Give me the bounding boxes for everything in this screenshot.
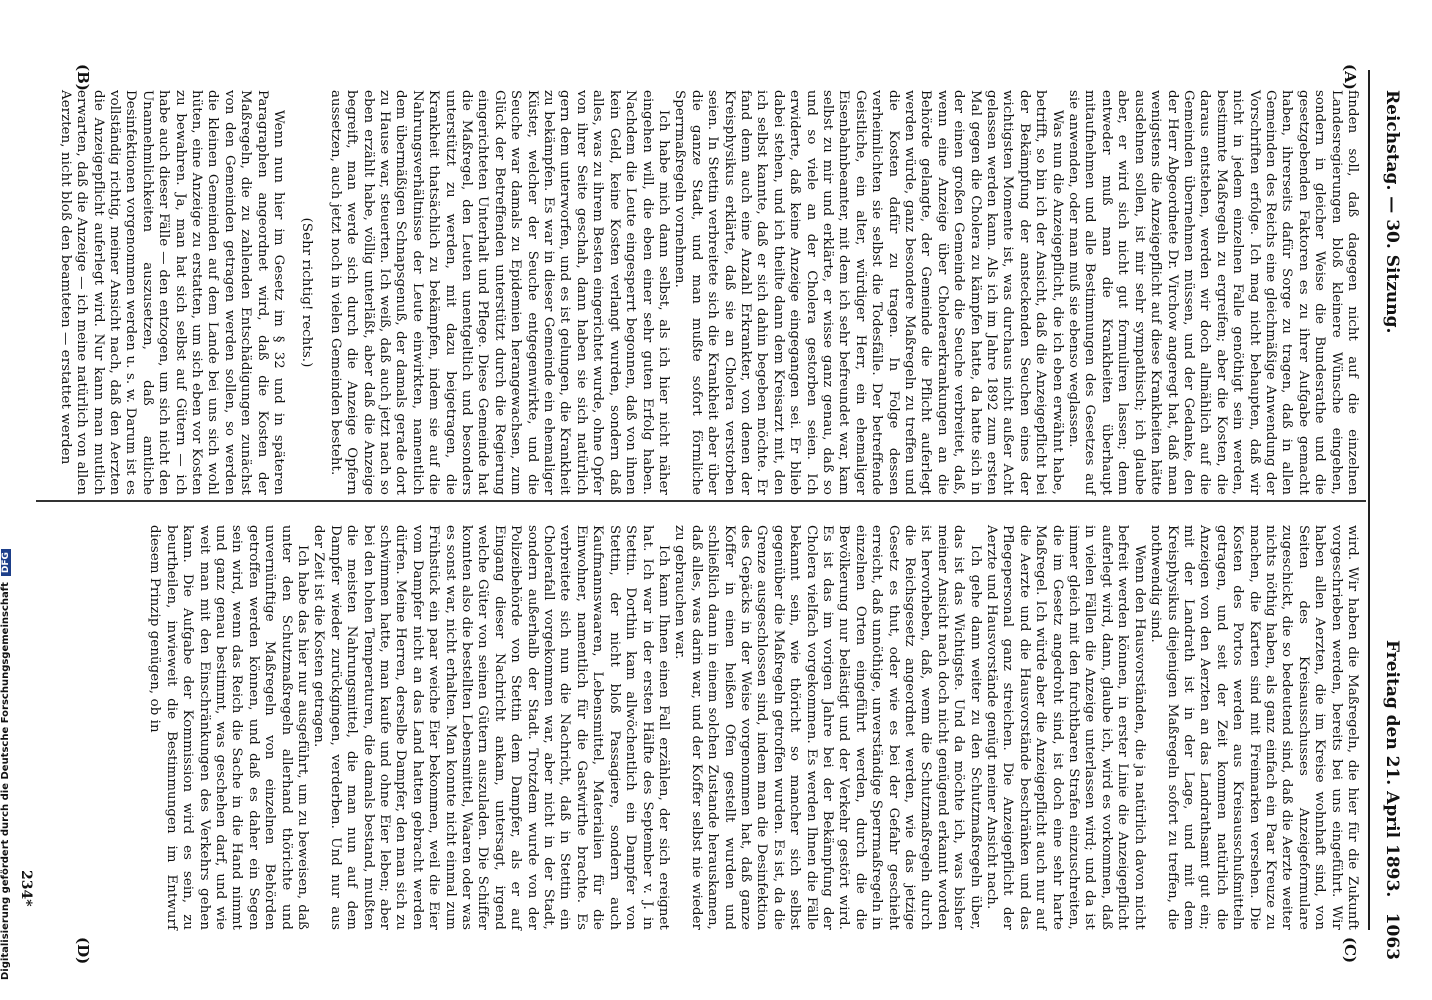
paragraph: Was nun die Anzeigepflicht, die ich eben erwähnt habe, betrifft, so bin ich der Ansicht, daß die Anzeigepflicht bei der Bekämpfung der ansteckenden Seuchen eines der wichtigsten Momente ist, was durchaus nicht außer Acht gelassen werden kann. Als ich im Jahre 1892 zum ersten Mal gegen die Cholera zu kämpfen hatte, da hatte sich in der einen großen Gemeinde die Seuche verbreitet, daß, wenn eine Anzeige über Choleraerkrankungen an die Behörde gelangte, der Gemeinde die Pflicht auferlegt werden würde, ganz besondere Maßregeln zu treffen und die Kosten dafür zu tragen. In Folge dessen verheimlichten sie selbst die Todesfälle. Der betreffende Geistliche, ein alter, würdiger Herr, ein ehemaliger Eisenbahnbeamter, mit dem ich sehr befreundet war, kam selbst zu mir und erklärte, er wisse ganz genau, daß so und so viele an der Cholera gestorben seien. Ich erwiderte, daß keine Anzeige eingegangen sei. Er blieb dabei stehen, und ich theilte dann dem Kreisarzt mit, den ich selbst kannte, daß er sich dahin begeben möchte. Er fand denn auch eine Anzahl Erkrankter, von denen der Kreisphysikus erklärte, daß sie an Cholera verstorben seien. In Stettin verbreitete sich die Krankheit aber über die ganze Stadt, und man mußte sofort förmliche Sperrmaßregeln vornehmen.: [672, 90, 1065, 495]
paragraph: Ich kann Ihnen einen Fall erzählen, der sich ereignet hat. Ich war in der ersten Hälfte des September v. J. in Stettin. Dorthin kam allwöchentlich ein Dampfer von Stettin, der nicht bloß Passagiere, sondern auch Kaufmannswaaren, Lebensmittel, Materialien für die Einwohner, namentlich für die Gastwirthe brachte. Es verbreitete sich nun die Nachricht, daß in Stettin ein Cholerafall vorgekommen war, aber nicht in der Stadt, sondern außerhalb der Stadt. Trotzdem wurde von der Polizeibehörde von Stettin dem Dampfer, als er auf Eingang dieser Nachricht ankam, untersagt, irgend welche Güter von seinen Gütern auszuladen. Die Schiffer konnten also die bestellten Lebensmittel, Waaren oder was es sonst war, nicht erhalten. Man konnte nicht einmal zum Frühstück ein paar weiche Eier bekommen, weil die Eier vom Dampfer nicht an das Land hatten gebracht werden dürfen. Meine Herren, derselbe Dampfer, den man sich zu schwimmen hatte, man kaufe und ohne Eier leben; aber bei den hohen Temperaturen, die damals bestand, mußten die meisten Nahrungsmittel, die man nun auf dem Dampfer wieder zurückgingen, verderben. Und nur aus der Zeit ist die Kosten getragen.: [311, 525, 671, 930]
margin-marker-b: (B): [74, 64, 92, 91]
paragraph: Ich habe mich dann selbst, als ich hier nicht näher eingehen will, die eben einer sehr guten Erfolg haben. Nachdem die Leute eingesperrt begonnen, daß von ihnen kein Geld, keine Kosten verlangt wurden, sondern daß alles, was zu ihrem Besten eingerichtet wurde, ohne Opfer von ihrer Seite geschah, dann haben sie sich natürlich gern dem unterworfen, und es ist gelungen, die Krankheit zu bekämpfen. Es war in dieser Gemeinde ein ehemaliger Küster, welcher der Seuche entgegenwirkte, und die Seuche war damals zu Epidemien herangewachsen, zum Glück der Betreffenden unterstützt durch die Regierung eingerichteten Unterhalt und Pflege. Diese Gemeinde hat die Maßregel, den Leuten unentgeltlich und besonders unterstützt zu werden, mit dazu beigetragen, die Krankheit thatsächlich zu bekämpfen, indem sie auf die Nahrungsverhältnisse der Leute einwirkten, namentlich dem übermäßigen Schnapsgenuß, der damals gerade dort zu Hause war, steuerten. Ich weiß, daß auch jetzt nach so eben erzählt habe, völlig unterläßt, aber daß die Anzeige begreift, man werde sich durch die Anzeige Opfern aussetzen, auch jetzt noch in vielen Gemeinden besteht.: [327, 90, 671, 495]
paragraph: Ich habe das hier nur ausgeführt, um zu beweisen, daß unter den Schutzmaßregeln allerhand thörichte und unvernünftige Maßregeln von einzelnen Behörden getroffen werden können, und daß es daher ein Segen sein wird, wenn das Reich die Sache in die Hand nimmt und ganz genau bestimmt, was geschehen darf, und wie weit man mit den Einschränkungen des Verkehrs gehen kann. Die Aufgabe der Kommission wird es sein, zu beurtheilen, inwieweit die Bestimmungen im Entwurf diesem Prinzip genügen, ob in: [147, 525, 310, 930]
column-divider: [36, 500, 1366, 502]
paragraph: Ich gehe dann weiter zu den Schutzmaßregeln über, das ist das Wichtigste. Und da möchte ich, was bisher meiner Ansicht nach doch nicht genügend erkannt worden ist hervorheben, daß, wenn die Schutzmaßregeln durch die Reichsgesetz angeordnet werden, wie das jetzige Gesetz es thut, oder wie es bei der Gefahr geschieht erreicht, daß unnöthige, unverständige Sperrmaßregeln in einzelnen Orten eingeführt werden, durch die die Bevölkerung nur belästigt und der Verkehr gestört wird. Es ist das im vorigen Jahre bei der Bekämpfung der Cholera vielfach vorgekommen. Es werden Ihnen die Fälle bekannt sein, wie thöricht so mancher sich selbst gegenüber die Maßregeln getroffen wurden. Es ist, da die Grenze ausgeschlossen sind, indem man die Desinfektion des Gepäcks in der Weise vorgenommen hat, daß ganze Koffer in einen heißen Ofen gestellt wurden und schließlich dann in einem solchen Zustande herauskamen, daß alles, was darin war, und der Koffer selbst nie wieder zu gebrauchen war.: [672, 525, 983, 930]
running-header-left: Reichstag. — 30. Sitzung.: [1382, 90, 1402, 334]
right-column: [146, 525, 1360, 930]
margin-marker-c: (C): [1341, 937, 1359, 964]
margin-marker-a: (A): [1341, 64, 1359, 90]
left-column: [56, 90, 1360, 495]
page-number: 1063: [1382, 912, 1402, 960]
header-rule: [1368, 70, 1370, 930]
paragraph: finden soll, daß dagegen nicht auf die einzelnen Landesregierungen bloß kleinere Wünsche eingehen, sondern in gleicher Weise die Bundesrathe und die gesetzgebenden Faktoren es zu ihrer Aufgabe gemacht haben, ihrerseits dafür Sorge zu tragen, daß in allen Gemeinden des Reichs eine gleichmäßige Anwendung der Vorschriften erfolge. Ich mag nicht behaupten, daß wir nicht in jedem einzelnen Falle genöthigt sein werden, bestimmte Maßregeln zu ergreifen; aber die Kosten, die daraus entstehen, werden wir doch allmählich auf die Gemeinden übernehmen müssen, und der Gedanke, den der Herr Abgeordnete Dr. Virchow angeregt hat, daß man wenigstens die Anzeigepflicht auf diese Krankheiten hätte ausdehnen sollen, ist mir sehr sympathisch; ich glaube aber, er wird sich nicht gut formuliren lassen; denn entweder muß man die Krankheiten überhaupt mitaufnehmen und alle Bestimmungen des Gesetzes auf sie anwenden, oder man muß sie ebenso weglassen.: [1066, 90, 1360, 495]
paragraph: Wenn den Hausvorständen, die ja natürlich davon nicht befreit werden können, in erster Linie die Anzeigepflicht auferlegt wird, dann, glaube ich, wird es vorkommen, daß in vielen Fällen die Anzeige unterlassen wird; und da ist immer gleich mit den furchtbaren Strafen einzuschreiten, die im Gesetz angedroht sind, ist doch eine sehr harte Maßregel. Ich würde aber die Anzeigepflicht auch nur auf die Aerzte und die Hausvorstände beschränken und das Pflegepersonal ganz streichen. Die Anzeigepflicht der Aerzte und Hausvorstände genügt meiner Ansicht nach.: [984, 525, 1147, 930]
digitization-credit: Digitalisierung gefördert durch die Deutsche Forschungsgemeinschaft: [0, 582, 11, 980]
dfg-logo-icon: DFG: [1, 549, 11, 576]
interjection: (Sehr richtig! rechts.): [299, 217, 315, 368]
paragraph: Wenn nun hier im Gesetz im § 32 und in späteren Paragraphen angeordnet wird, daß die Kosten der Maßregeln, die zu zahlenden Entschädigungen zunächst von den Gemeinden getragen werden sollen, so werden die kleinen Gemeinden auf dem Lande bei uns sich wohl hüten, eine Anzeige zu erstatten, um sich eben vor Kosten zu bewahren. Ja, man hat sich selbst auf Gütern — ich habe auch dieser Fälle — den entzogen, um sich nicht den Unannehmlichkeiten auszusetzen, daß amtliche Desinfektionen vorgenommen werden u. s. w. Darum ist es vollständig richtig, meiner Ansicht nach, daß den Aerzten die Anzeigepflicht auferlegt wird. Nur kann man mutlich erwarten, daß die Anzeige — ich meine natürlich von allen Aerzten, nicht bloß den beamteten — erstattet werden: [57, 90, 286, 495]
digitization-footer: [0, 0, 14, 1000]
running-header-right: Freitag den 21. April 1893.: [1382, 640, 1402, 898]
signature-mark: 234*: [18, 870, 34, 907]
paragraph: wird. Wir haben die Maßregeln, die hier für die Zukunft vorgeschrieben werden, bereits bei uns eingeführt. Wir haben allen Aerzten, die im Kreise wohnhaft sind, von Seiten des Kreisausschusses Anzeigeformulare zugeschickt, die so bedeutend sind, daß die Aerzte weiter nichts nöthig haben, als ganz einfach ein Paar Kreuze zu machen, die Karten sind mit Freimarken versehen. Die Kosten des Portos werden aus Kreisausschußmitteln getragen, und seit der Zeit kommen natürlich die Anzeigen von den Aerzten an das Landrathsamt gut ein; mit der Landrath ist in der Lage, und mit dem Kreisphysikus diejenigen Maßregeln sofort zu treffen, die nothwendig sind.: [1148, 525, 1360, 930]
margin-marker-d: (D): [74, 937, 92, 965]
